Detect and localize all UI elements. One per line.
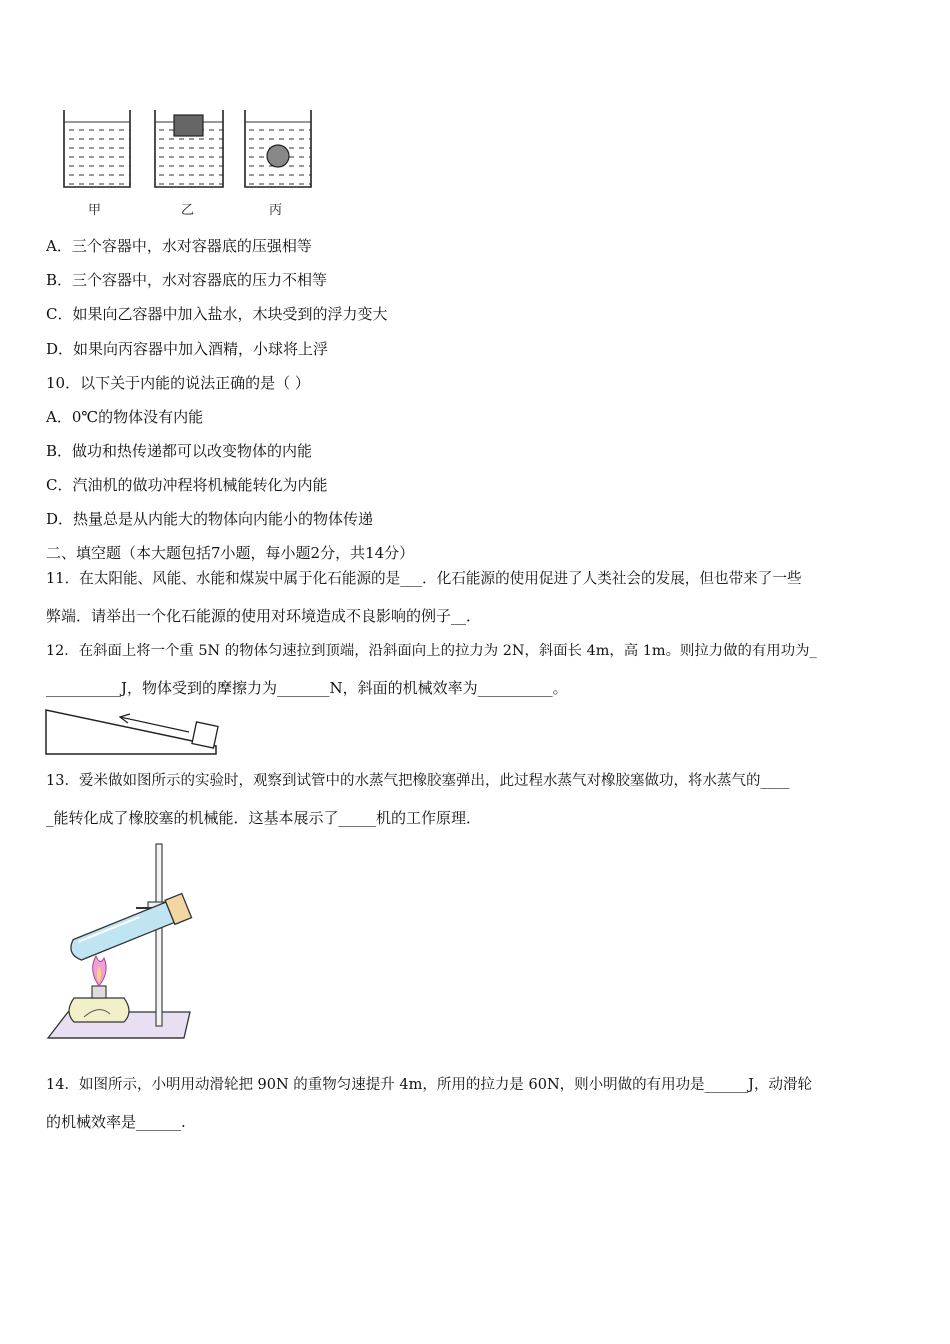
label-bing: 丙	[269, 203, 283, 218]
q13-line-2: _能转化成了橡胶塞的机械能．这基本展示了_____机的工作原理．	[46, 809, 482, 827]
ball	[267, 145, 289, 167]
q13-line-1: 13．爱米做如图所示的实验时，观察到试管中的水蒸气把橡胶塞弹出，此过程水蒸气对橡胶塞做功，将水蒸气的____	[46, 773, 790, 789]
q10-option-d: D．热量总是从内能大的物体向内能小的物体传递	[46, 510, 374, 528]
container-yi	[155, 110, 223, 187]
q14-line-1: 14．如图所示，小明用动滑轮把 90N 的重物匀速提升 4m，所用的拉力是 60N，则小明做的有用功是______J，动滑轮	[46, 1077, 812, 1093]
containers-figure	[58, 108, 320, 192]
q9-option-d: D．如果向丙容器中加入酒精，小球将上浮	[46, 340, 329, 358]
q11-line-1: 11．在太阳能、风能、水能和煤炭中属于化石能源的是___．化石能源的使用促进了人类社会的发展，但也带来了一些	[46, 570, 802, 587]
block-on-incline	[192, 722, 218, 748]
container-bing	[245, 110, 311, 187]
q10-option-b: B．做功和热传递都可以改变物体的内能	[46, 442, 313, 460]
q12-line-2: __________J，物体受到的摩擦力为_______N，斜面的机械效率为__________。	[46, 679, 568, 697]
steam-experiment-figure	[44, 842, 194, 1050]
q11-line-2: 弊端．请举出一个化石能源的使用对环境造成不良影响的例子__．	[46, 607, 482, 625]
label-yi: 乙	[181, 203, 195, 218]
q10-stem: 10．以下关于内能的说法正确的是（ ）	[46, 374, 310, 392]
test-tube	[67, 894, 192, 965]
q12-line-1: 12．在斜面上将一个重 5N 的物体匀速拉到顶端，沿斜面向上的拉力为 2N，斜面长 4m，高 1m。则拉力做的有用功为_	[46, 643, 817, 659]
q9-option-b: B．三个容器中，水对容器底的压力不相等	[46, 271, 328, 289]
pull-arrow	[120, 714, 189, 732]
label-jia: 甲	[88, 203, 102, 218]
container-jia	[64, 110, 130, 187]
q9-option-a: A．三个容器中，水对容器底的压强相等	[46, 237, 312, 255]
alcohol-lamp	[69, 986, 129, 1022]
incline-figure	[44, 706, 220, 756]
q9-option-c: C．如果向乙容器中加入盐水，木块受到的浮力变大	[46, 305, 388, 323]
q10-option-a: A．0℃的物体没有内能	[46, 408, 204, 426]
wood-block	[174, 115, 203, 136]
section-heading: 二、填空题（本大题包括7小题，每小题2分，共14分）	[46, 544, 415, 562]
stand-rod	[156, 844, 162, 1026]
q14-line-2: 的机械效率是______.	[46, 1113, 186, 1131]
q10-option-c: C．汽油机的做功冲程将机械能转化为内能	[46, 476, 328, 494]
